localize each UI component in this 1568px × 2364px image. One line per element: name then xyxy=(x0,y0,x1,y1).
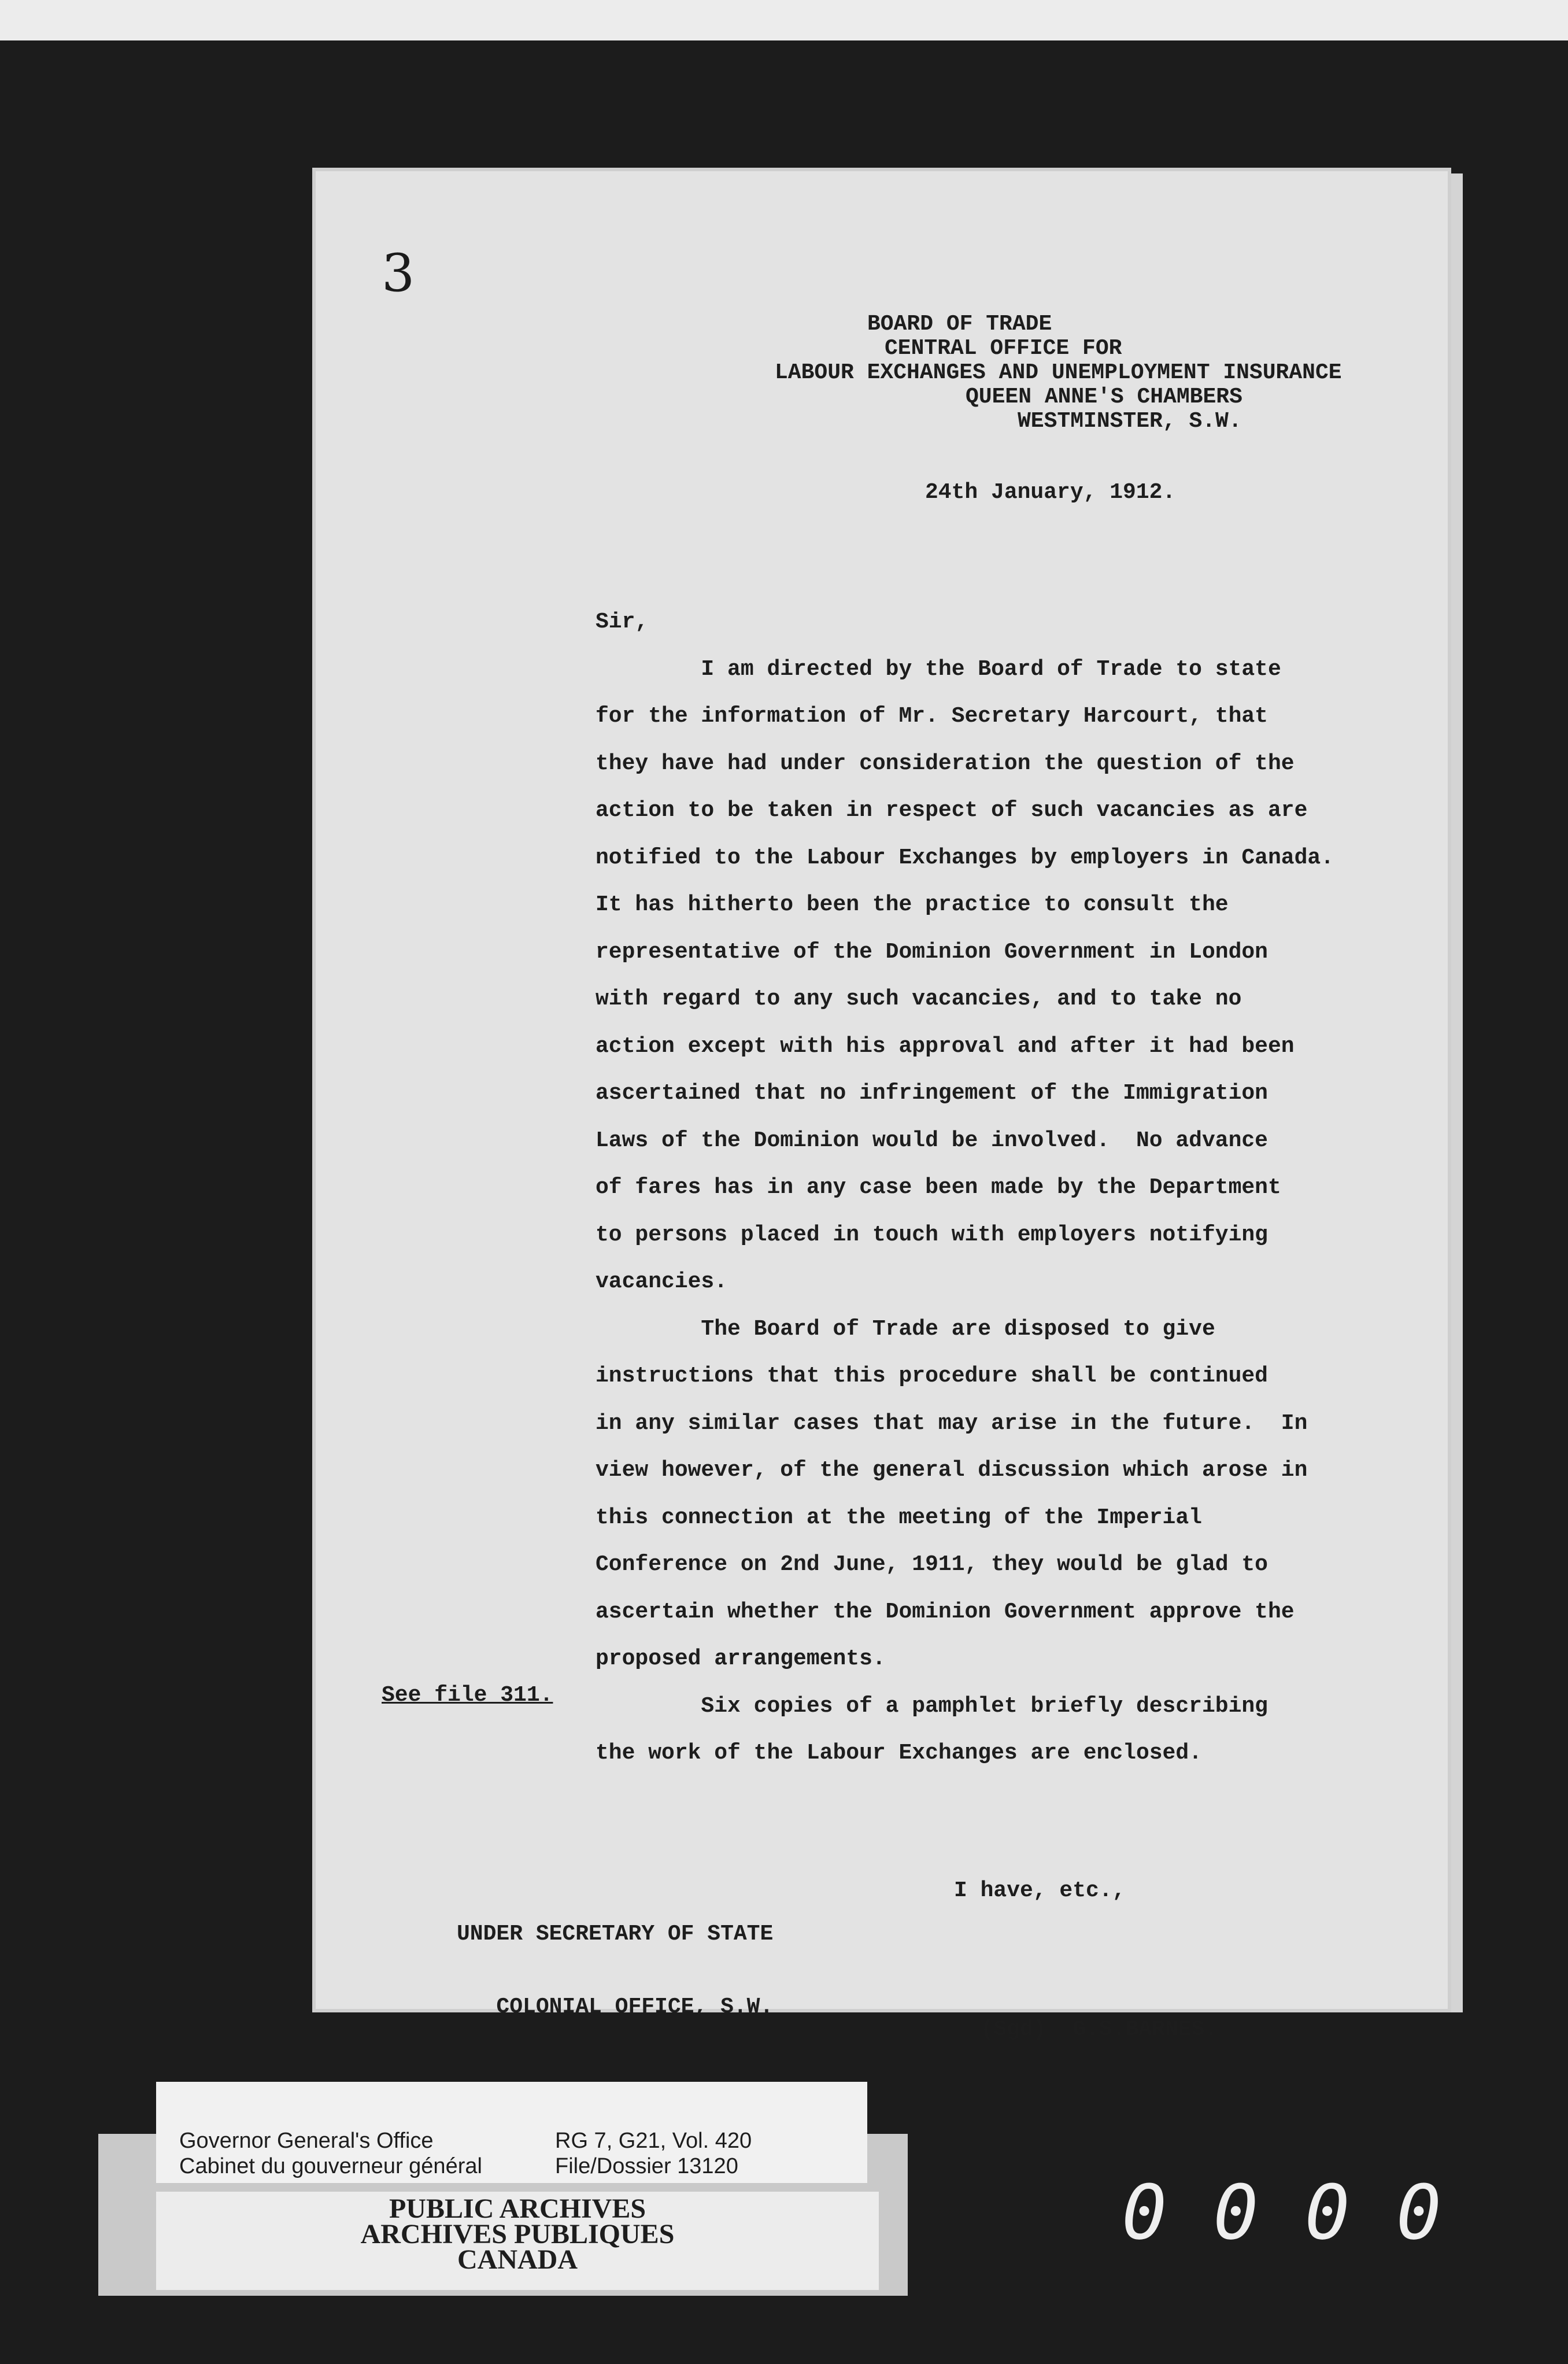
letterhead-line: LABOUR EXCHANGES AND UNEMPLOYMENT INSURANCE xyxy=(775,360,1342,385)
body-line: action except with his approval and after it had been xyxy=(596,1033,1295,1059)
stamp-line: ARCHIVES PUBLIQUES xyxy=(360,2219,675,2250)
archives-stamp xyxy=(156,2192,879,2290)
letter-body xyxy=(596,599,1428,1777)
body-line: they have had under consideration the question of the xyxy=(596,751,1295,776)
body-line: ascertain whether the Dominion Government approve the xyxy=(596,1599,1295,1624)
body-line: Laws of the Dominion would be involved. No advance xyxy=(596,1128,1268,1153)
margin-mark: 3 xyxy=(382,243,415,304)
body-line: action to be taken in respect of such vacancies as are xyxy=(596,798,1308,823)
letterhead-line: BOARD OF TRADE xyxy=(867,312,1052,337)
body-line: vacancies. xyxy=(596,1269,728,1294)
body-line: in any similar cases that may arise in the future. In xyxy=(596,1410,1308,1436)
archive-label-reference xyxy=(555,2128,752,2179)
stamp-line: CANADA xyxy=(457,2244,578,2275)
archive-label xyxy=(156,2082,867,2183)
body-line: ascertained that no infringement of the Immigration xyxy=(596,1081,1268,1106)
letterhead xyxy=(775,312,1411,434)
body-line: view however, of the general discussion which arose in xyxy=(596,1458,1308,1483)
body-line: proposed arrangements. xyxy=(596,1646,886,1671)
letterhead-line: QUEEN ANNE'S CHAMBERS xyxy=(966,385,1242,409)
body-line: to persons placed in touch with employers notifying xyxy=(596,1222,1268,1247)
letterhead-line: CENTRAL OFFICE FOR xyxy=(885,336,1122,361)
body-line: the work of the Labour Exchanges are enclosed. xyxy=(596,1741,1202,1765)
stamp-line: PUBLIC ARCHIVES xyxy=(389,2193,646,2224)
archive-label-office-fr: Cabinet du gouverneur général xyxy=(179,2154,482,2178)
body-line: It has hitherto been the practice to consult the xyxy=(596,892,1229,917)
margin-note: See file 311. xyxy=(382,1683,553,1708)
letter-date: 24th January, 1912. xyxy=(925,480,1176,505)
archive-label-rg: RG 7, G21, Vol. 420 xyxy=(555,2129,752,2153)
closing-line: I have, etc., xyxy=(954,1878,1126,1903)
body-line: for the information of Mr. Secretary Harcourt, that xyxy=(596,704,1268,729)
signature-line: (Sgd) G.S.BARNES. xyxy=(954,2017,1218,2042)
film-top-strip xyxy=(0,0,1568,40)
body-line: I am directed by the Board of Trade to state xyxy=(596,656,1281,682)
addressee-line: UNDER SECRETARY OF STATE xyxy=(457,1922,774,1946)
letterhead-line: WESTMINSTER, S.W. xyxy=(1018,409,1242,434)
archive-label-office xyxy=(179,2128,482,2179)
body-line: Conference on 2nd June, 1911, they would be glad to xyxy=(596,1552,1268,1577)
body-line: of fares has in any case been made by the Department xyxy=(596,1175,1281,1200)
body-line: representative of the Dominion Government in London xyxy=(596,939,1268,965)
body-line: notified to the Labour Exchanges by employers in Canada. xyxy=(596,845,1334,870)
body-line: instructions that this procedure shall be continued xyxy=(596,1364,1268,1388)
body-line: Six copies of a pamphlet briefly describing xyxy=(596,1693,1268,1719)
frame-number: 0000 xyxy=(1122,2169,1488,2256)
salutation: Sir, xyxy=(596,610,649,634)
archive-label-office-en: Governor General's Office xyxy=(179,2129,434,2153)
closing xyxy=(954,1775,1218,2099)
addressee-line: COLONIAL OFFICE, S.W. xyxy=(457,1994,774,2019)
body-line: this connection at the meeting of the Imperial xyxy=(596,1505,1202,1530)
archive-label-file: File/Dossier 13120 xyxy=(555,2154,738,2178)
addressee xyxy=(457,1874,773,2044)
body-line: with regard to any such vacancies, and to take no xyxy=(596,987,1242,1011)
body-line: The Board of Trade are disposed to give xyxy=(596,1316,1215,1342)
